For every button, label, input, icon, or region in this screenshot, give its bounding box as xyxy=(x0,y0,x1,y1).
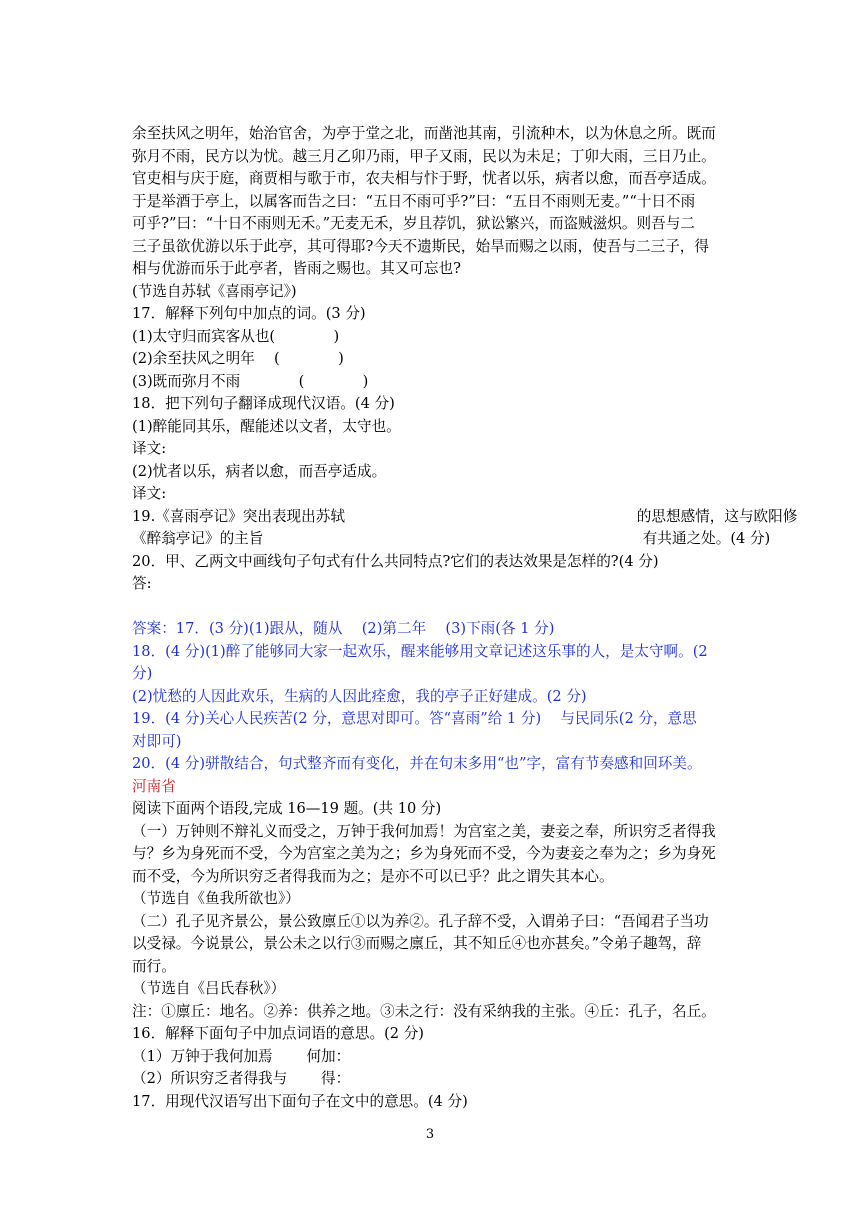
text-line: （1）万钟于我何加焉 何加： xyxy=(132,1047,351,1065)
text-line: 20．甲、乙两文中画线句子句式有什么共同特点?它们的表达效果是怎样的?(4 分) xyxy=(132,552,659,570)
text-line: 17．解释下列句中加点的词。(3 分) xyxy=(132,305,366,322)
section-two-passages xyxy=(132,798,734,1113)
text-line: （节选自《吕氏春秋》） xyxy=(132,980,286,997)
answer-line: 19．(4 分)关心人民疾苦(2 分，意思对即可。答“喜雨”给 1 分) 与民同乐(2 分，意思 xyxy=(132,710,697,727)
text-line: (节选自苏轼《喜雨亭记》) xyxy=(132,282,297,300)
text-line: 《醉翁亭记》的主旨 有共通之处。(4 分) xyxy=(132,530,771,547)
text-line: 18．把下列句子翻译成现代汉语。(4 分) xyxy=(132,395,395,412)
text-line: 阅读下面两个语段,完成 16—19 题。(共 10 分) xyxy=(132,800,442,817)
text-line: (1)太守归而宾客从也( ) xyxy=(132,327,340,345)
section-xiyuting-passage xyxy=(132,123,798,596)
text-line: 于是举酒于亭上，以属客而告之曰：“五日不雨可乎?”曰：“五日不雨则无麦。”“十日不雨 xyxy=(132,192,696,210)
text-line: 相与优游而乐于此亭者，皆雨之赐也。其又可忘也? xyxy=(132,260,461,277)
text-line: 16．解释下面句子中加点词语的意思。(2 分) xyxy=(132,1025,424,1042)
answer-line: 20．(4 分)骈散结合，句式整齐而有变化，并在句末多用“也”字，富有节奏感和回环美。 xyxy=(132,755,702,772)
text-line: 与？乡为身死而不受，今为宫室之美为之；乡为身死而不受，今为妻妾之奉为之；乡为身死 xyxy=(132,845,716,862)
text-line: 注：①廪丘：地名。②养：供养之地。③未之行：没有采纳我的主张。④丘：孔子，名丘。 xyxy=(132,1002,716,1020)
text-line: （2）所识穷乏者得我与 得： xyxy=(132,1070,351,1087)
text-line: 三子虽欲优游以乐于此亭，其可得耶?今天不遗斯民，始旱而赐之以雨，使吾与二三子，得 xyxy=(132,237,709,255)
text-line: (2)忧者以乐，病者以愈，而吾亭适成。 xyxy=(132,462,387,480)
text-line: 17．用现代汉语写出下面句子在文中的意思。(4 分) xyxy=(132,1092,468,1110)
text-line: 19.《喜雨亭记》突出表现出苏轼 的思想感情，这与欧阳修 xyxy=(132,507,798,525)
answer-line: 分) xyxy=(132,665,153,682)
answer-section xyxy=(132,618,734,776)
text-line: (3)既而弥月不雨 ( ) xyxy=(132,372,369,390)
text-line: （节选自《鱼我所欲也》） xyxy=(132,890,300,907)
text-line: 答: xyxy=(132,575,152,592)
answer-line: 对即可) xyxy=(132,732,182,750)
text-line: 而不受，今为所识穷乏者得我而为之；是亦不可以已乎？此之谓失其本心。 xyxy=(132,867,614,885)
province-heading: 河南省 xyxy=(132,777,176,795)
text-line: (1)醉能同其乐，醒能述以文者，太守也。 xyxy=(132,417,401,435)
text-line: 译文: xyxy=(132,440,167,457)
text-line: （一）万钟则不辩礼义而受之，万钟于我何加焉！为宫室之美，妻妾之奉，所识穷乏者得我 xyxy=(132,822,716,840)
text-line: 译文: xyxy=(132,485,167,502)
text-line: 而行。 xyxy=(132,957,176,975)
text-line: 以受禄。今说景公，景公未之以行③而赐之廪丘，其不知丘④也亦甚矣。”令弟子趣驾，辞 xyxy=(132,935,702,952)
page-number: 3 xyxy=(425,1127,435,1142)
text-line: 余至扶风之明年，始治官舍，为亭于堂之北，而凿池其南，引流种木，以为休息之所。既而 xyxy=(132,125,716,142)
text-line: 官吏相与庆于庭，商贾相与歌于市，农夫相与忭于野，忧者以乐，病者以愈，而吾亭适成。 xyxy=(132,170,716,187)
answer-line: (2)忧愁的人因此欢乐，生病的人因此痊愈，我的亭子正好建成。(2 分) xyxy=(132,687,587,705)
answer-line: 答案：17．(3 分)(1)跟从，随从 (2)第二年 (3)下雨(各 1 分) xyxy=(132,620,555,637)
answer-line: 18．(4 分)(1)醉了能够同大家一起欢乐，醒来能够用文章记述这乐事的人，是太守啊。(2 xyxy=(132,642,708,660)
document-body xyxy=(132,123,798,1113)
text-line: 弥月不雨，民方以为忧。越三月乙卯乃雨，甲子又雨，民以为未足；丁卯大雨，三日乃止。 xyxy=(132,147,716,165)
text-line: (2)余至扶风之明年 ( ) xyxy=(132,350,344,367)
blank-line xyxy=(132,596,734,619)
text-line: （二）孔子见齐景公，景公致廪丘①以为养②。孔子辞不受，入谓弟子曰：“吾闻君子当功 xyxy=(132,912,709,930)
text-line: 可乎?”曰：“十日不雨则无禾。”无麦无禾，岁且荐饥，狱讼繁兴，而盗贼滋炽。则吾与二 xyxy=(132,215,695,232)
